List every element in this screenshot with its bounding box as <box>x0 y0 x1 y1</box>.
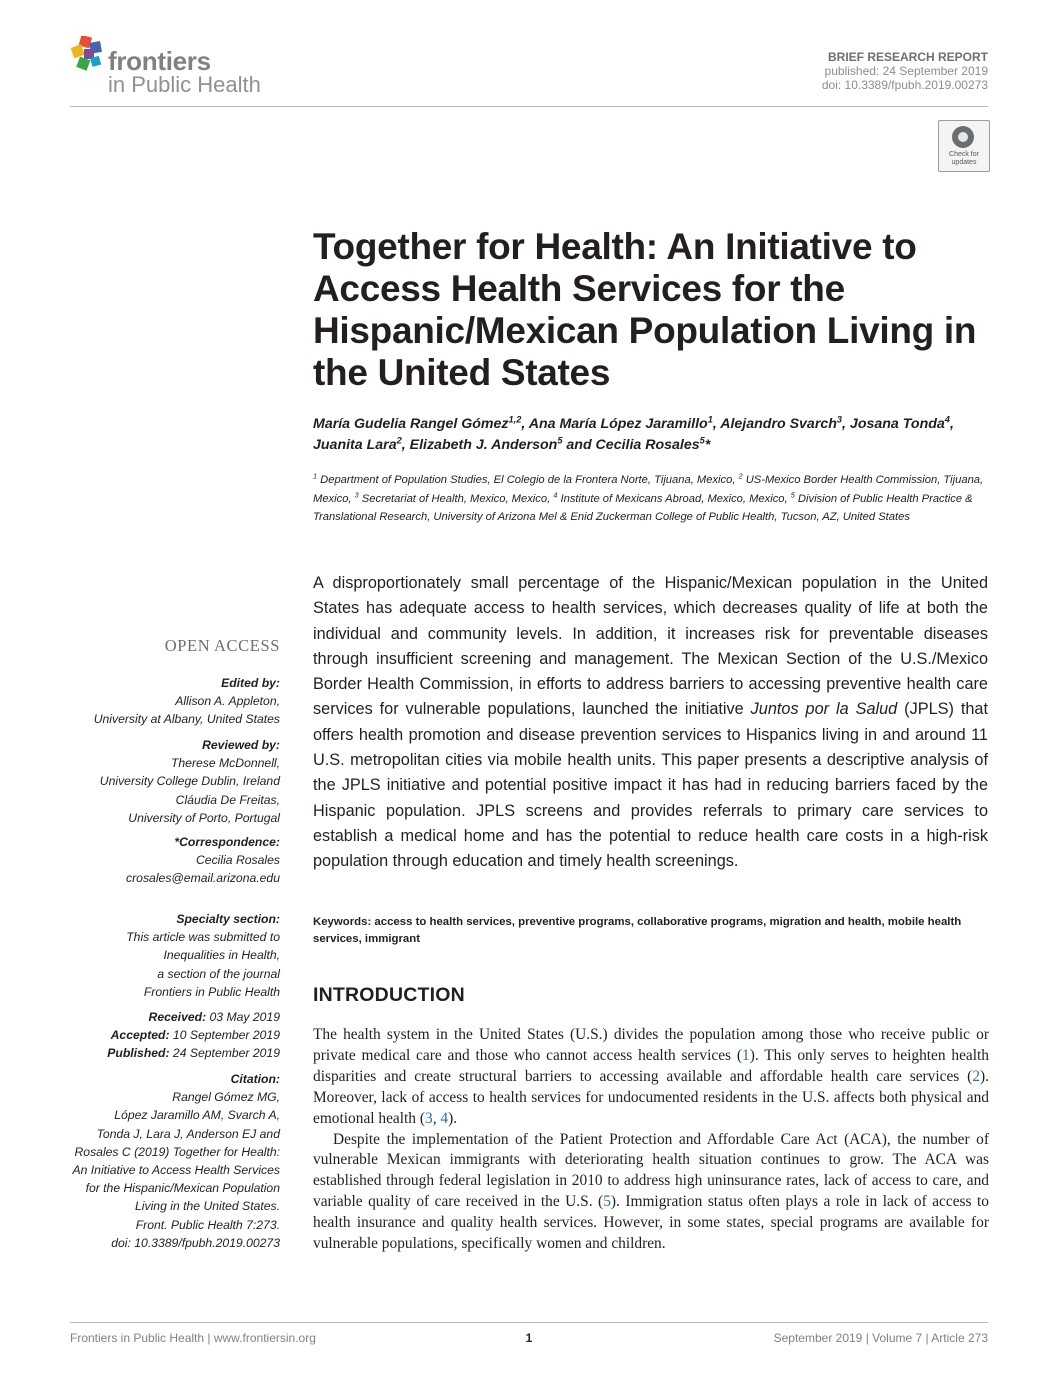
footer-divider <box>70 1322 988 1323</box>
text: Despite the implementation of the Patient Protection and Affordable Care Act (ACA), the number of vulnerable Mexican immigrants with deteriorating health situation continues to grow. The ACA was established through federal legislation in 2010 to address high uninsurance rates, lack of access to care, and variable quality of care received in the U.S. ( <box>313 1130 989 1211</box>
published-value: 24 September 2019 <box>169 1046 280 1061</box>
abstract-initiative-name: Juntos por la Salud <box>750 700 898 719</box>
editor-line: University at Albany, United States <box>93 712 280 727</box>
specialty-heading: Specialty section: <box>176 912 280 926</box>
article-title: Together for Health: An Initiative to Access Health Services for the Hispanic/Mexican Population Living in the United States <box>313 226 977 393</box>
citation-line: López Jaramillo AM, Svarch A, <box>114 1108 280 1123</box>
correspondence-heading: *Correspondence: <box>174 835 280 849</box>
abstract <box>313 571 988 875</box>
section-heading-introduction: INTRODUCTION <box>313 984 465 1006</box>
specialty-line: This article was submitted to <box>126 930 280 945</box>
accepted-value: 10 September 2019 <box>169 1028 280 1043</box>
correspondence-email[interactable]: crosales@email.arizona.edu <box>126 871 280 886</box>
citation-line: Living in the United States. <box>135 1199 280 1214</box>
citation-line: Front. Public Health 7:273. <box>135 1217 280 1232</box>
text: ). This only serves to heighten health disparities and create structural barriers to accessing available and affordable health care services ( <box>313 1046 989 1085</box>
text: The health system in the United States (U.S.) divides the population among those who receive public or private medical care and those who cannot access health services ( <box>313 1026 989 1064</box>
crossmark-icon <box>952 126 974 148</box>
citation-doi[interactable]: doi: 10.3389/fpubh.2019.00273 <box>111 1235 280 1250</box>
affiliations: $^1$ Department of Population Studies, El Colegio de la Frontera Norte, Tijuana, Mexico, $^2$ US-Mexico Border Health Commission, Tijuana, Mexico, $^3$ Secretariat of Health, Mexico, Mexico, $^4$ Institute of Mexicans Abroad, Mexico, Mexico, $^5$ Division of Public Health Practice & Translational Research, University of Arizona Mel & Enid Zuckerman College of Public Health, Tucson, AZ, United States <box>313 471 984 523</box>
specialty-line: a section of the journal <box>157 966 280 981</box>
citation-line: Rosales C (2019) Together for Health: <box>74 1144 280 1159</box>
check-for-updates-button[interactable] <box>938 120 990 172</box>
reviewed-by-heading: Reviewed by: <box>202 738 280 752</box>
citation <box>70 1070 280 1252</box>
dates <box>70 1008 280 1063</box>
citation-line: Tonda J, Lara J, Anderson EJ and <box>96 1126 280 1141</box>
specialty-line: Inequalities in Health, <box>163 948 280 963</box>
introduction-body <box>313 1025 989 1255</box>
editor-line: Allison A. Appleton, <box>175 694 280 709</box>
citation-line: Rangel Gómez MG, <box>172 1090 280 1105</box>
intro-paragraph-1 <box>313 1025 989 1130</box>
accepted-heading: Accepted: <box>110 1028 170 1043</box>
open-access-label: OPEN ACCESS <box>164 636 280 655</box>
accepted-date <box>70 1026 280 1044</box>
correspondence-name: Cecilia Rosales <box>196 853 280 868</box>
check-for-updates-label: Check for updates <box>949 151 979 166</box>
abstract-text: A disproportionately small percentage of the Hispanic/Mexican population in the United States has adequate access to health services, which decreases quality of life at both the individual and community levels. In addition, it increases risk for preventable diseases through insufficient screening and management. The Mexican Section of the U.S./Mexico Border Health Commission, in efforts to address barriers to accessing preventive health care services for vulnerable populations, launched the initiative <box>313 574 988 719</box>
published-heading: Published: <box>107 1046 170 1061</box>
edited-by-heading: Edited by: <box>221 676 280 690</box>
keywords: Keywords: access to health services, preventive programs, collaborative programs, migration and health, mobile health services, immigrant <box>313 916 962 945</box>
text: ). Moreover, lack of access to health services for undocumented residents in the U.S. affects both physical and emotional health ( <box>313 1067 989 1127</box>
logo-word-frontiers: frontiers <box>108 46 211 76</box>
reference-link[interactable]: 3 <box>424 1109 433 1127</box>
edited-by <box>70 674 280 729</box>
reference-link[interactable]: 5 <box>603 1193 611 1211</box>
article-type: BRIEF RESEARCH REPORT <box>827 50 988 64</box>
correspondence <box>70 833 280 888</box>
received-date <box>70 1008 280 1026</box>
specialty-section <box>70 910 280 1001</box>
article-doi[interactable]: doi: 10.3389/fpubh.2019.00273 <box>821 78 988 92</box>
reference-link[interactable]: 4 <box>440 1109 449 1127</box>
citation-line: for the Hispanic/Mexican Population <box>85 1181 280 1196</box>
specialty-line: Frontiers in Public Health <box>143 984 280 999</box>
reviewer-line: University College Dublin, Ireland <box>99 774 280 789</box>
published-date: published: 24 September 2019 <box>824 64 988 78</box>
reviewer-line: Cláudia De Freitas, <box>175 792 280 807</box>
abstract-text-cont: (JPLS) that offers health promotion and disease prevention services to Hispanics living in and around 11 U.S. metropolitan cities via mobile health units. This paper presents a descriptive analysis of the JPLS initiative and potential positive impact it has had in reducing barriers faced by the Hispanic population. JPLS screens and provides referrals to primary care services to establish a medical home and has the potential to reduce health care costs in a high-risk population through education and timely health screenings. <box>313 700 988 871</box>
footer-journal[interactable]: Frontiers in Public Health | www.frontiersin.org <box>70 1331 316 1345</box>
text: ). <box>448 1109 458 1127</box>
page-number: 1 <box>525 1331 533 1345</box>
reviewed-by <box>70 736 280 827</box>
reviewer-line: University of Porto, Portugal <box>128 810 280 825</box>
reference-link[interactable]: 2 <box>972 1067 981 1085</box>
reference-link[interactable]: 1 <box>741 1046 750 1064</box>
logo-word-journal: in Public Health <box>108 72 261 97</box>
citation-heading: Citation: <box>230 1072 280 1086</box>
frontiers-logo-mark-icon <box>70 36 104 72</box>
received-heading: Received: <box>148 1010 207 1024</box>
received-value: 03 May 2019 <box>206 1010 280 1024</box>
article-meta <box>822 50 988 92</box>
text: , <box>432 1109 441 1127</box>
footer-volume: September 2019 | Volume 7 | Article 273 <box>773 1331 988 1345</box>
header-divider <box>70 106 988 107</box>
journal-logo[interactable] <box>70 36 300 96</box>
author-list: María Gudelia Rangel Gómez$^{1,2}$, Ana María López Jaramillo$^1$, Alejandro Svarch$^3$, Josana Tonda$^4$, Juanita Lara$^2$, Elizabeth J. Anderson$^5$ and Cecilia Rosales$^5$* <box>313 414 954 453</box>
citation-line: An Initiative to Access Health Services <box>72 1163 280 1178</box>
text: ). Immigration status often plays a role in lack of access to health insurance and quality health services. However, in some states, special programs are available for vulnerable populations, specifically women and children. <box>313 1193 989 1253</box>
reviewer-line: Therese McDonnell, <box>170 756 280 771</box>
intro-paragraph-2 <box>313 1130 989 1255</box>
published-date-sidebar <box>70 1044 280 1062</box>
